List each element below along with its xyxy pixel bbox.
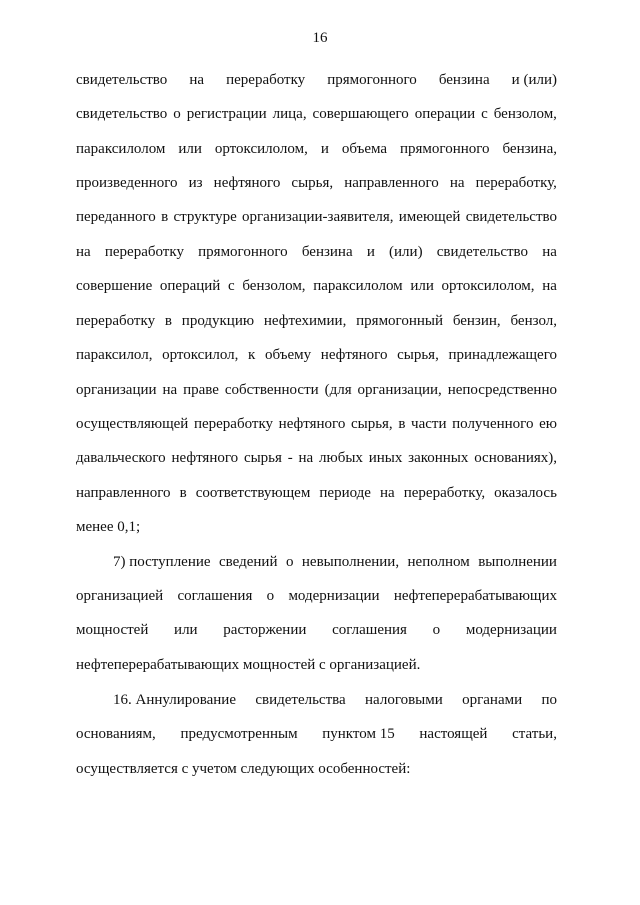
text-word: 16. Аннулирование [113, 692, 236, 708]
text-word: пунктом 15 [322, 726, 395, 742]
text-word: на [189, 72, 205, 88]
text-word: бензина, [502, 141, 557, 157]
text-word: сырья [243, 450, 282, 466]
text-line [113, 552, 557, 572]
text-word: ортоксилол, [162, 347, 239, 363]
text-word: в [179, 485, 187, 501]
text-word: невыполнении, [301, 554, 400, 570]
text-word: произведенного [76, 175, 178, 191]
text-word: бензолом, [242, 278, 306, 294]
text-word: сырья, [291, 175, 334, 191]
text-word: регистрации [186, 106, 267, 122]
text-line [76, 655, 557, 675]
text-word: свидетельство [76, 106, 168, 122]
text-word: переработку [104, 244, 184, 260]
text-word: нефтяного [213, 175, 281, 191]
text-line [76, 448, 557, 468]
text-line [76, 483, 557, 503]
text-word: в [164, 313, 172, 329]
text-word: соответствующем [195, 485, 311, 501]
text-word: и [320, 141, 329, 157]
text-word: оказалось [494, 485, 557, 501]
text-line [76, 173, 557, 193]
text-word: параксилолом [76, 141, 166, 157]
text-word: соглашения [177, 588, 253, 604]
page-number: 16 [312, 30, 328, 46]
text-word: имеющей [398, 209, 461, 225]
text-word: прямогонного [400, 141, 490, 157]
text-line [76, 104, 557, 124]
text-word: бензолом, [493, 106, 557, 122]
text-word: соглашения [332, 622, 407, 638]
text-word: бензин, [452, 313, 501, 329]
text-word: с [481, 106, 488, 122]
text-word: ортоксилолом, [214, 141, 308, 157]
text-word: осуществляется с учетом следующих особенностей: [76, 761, 411, 777]
text-word: операций [159, 278, 221, 294]
text-word: свидетельство [76, 72, 168, 88]
text-line [76, 517, 557, 537]
text-word: о [285, 554, 294, 570]
text-word: бензол, [510, 313, 557, 329]
text-word: по [541, 692, 557, 708]
text-word: свидетельство [465, 209, 557, 225]
text-word: налоговыми [365, 692, 443, 708]
text-word: и (или) [511, 72, 557, 88]
text-word: или [174, 622, 198, 638]
text-word: на [298, 450, 314, 466]
text-word: выполнении [478, 554, 557, 570]
text-word: на [162, 382, 178, 398]
text-line [76, 759, 557, 779]
text-line [76, 620, 557, 640]
text-word: нефтеперерабатывающих мощностей с организацией. [76, 657, 421, 673]
text-word: на [542, 244, 557, 260]
text-word: с [228, 278, 235, 294]
text-word: периоде [319, 485, 371, 501]
text-word: направленного [76, 485, 171, 501]
text-word: о [266, 588, 275, 604]
text-word: нефтяного [171, 450, 239, 466]
text-word: в [398, 416, 406, 432]
text-word: собственности [224, 382, 319, 398]
text-word: параксилолом [313, 278, 403, 294]
text-line [76, 345, 557, 365]
text-line [113, 690, 557, 710]
text-word: менее 0,1; [76, 519, 141, 535]
text-word: организации, [357, 382, 442, 398]
text-word: направленного [344, 175, 439, 191]
text-word: переработку, [475, 175, 557, 191]
text-word: неполном [407, 554, 470, 570]
text-word: на [76, 244, 91, 260]
text-word: операции [414, 106, 476, 122]
text-word: расторжении [223, 622, 307, 638]
text-word: объему [264, 347, 312, 363]
text-word: настоящей [419, 726, 488, 742]
text-word: совершающего [312, 106, 409, 122]
text-word: на [449, 175, 465, 191]
text-word: иных [368, 450, 403, 466]
text-line [76, 207, 557, 227]
text-word: ею [539, 416, 557, 432]
text-word: свидетельство [436, 244, 529, 260]
text-line [76, 242, 557, 262]
text-word: (для [324, 382, 352, 398]
text-word: переработку, [403, 485, 486, 501]
text-word: ортоксилолом, [441, 278, 535, 294]
text-word: принадлежащего [448, 347, 557, 363]
text-word: праве [183, 382, 219, 398]
text-word: бензина [301, 244, 353, 260]
text-word: организации-заявителя, [242, 209, 394, 225]
text-word: или [410, 278, 434, 294]
text-word: или [178, 141, 202, 157]
text-word: объема [341, 141, 388, 157]
text-word: сырья, [397, 347, 439, 363]
text-word: непосредственно [447, 382, 557, 398]
text-word: в [161, 209, 169, 225]
text-line [76, 139, 557, 159]
text-word: основаниям, [76, 726, 156, 742]
text-word: статьи, [512, 726, 557, 742]
text-line [76, 414, 557, 434]
text-word: на [380, 485, 395, 501]
text-word: - [287, 450, 293, 466]
text-line [76, 724, 557, 744]
text-word: бензина [438, 72, 490, 88]
text-word: переработку [226, 72, 306, 88]
text-word: переданного [76, 209, 156, 225]
text-word: мощностей [76, 622, 149, 638]
text-word: модернизации [288, 588, 380, 604]
text-word: лица, [272, 106, 307, 122]
text-word: о [173, 106, 181, 122]
text-word: о [432, 622, 441, 638]
text-word: нефтяного [320, 347, 388, 363]
text-word: прямогонного [327, 72, 417, 88]
text-word: 7) поступление [113, 554, 211, 570]
text-word: любых [319, 450, 363, 466]
text-line [76, 311, 557, 331]
text-word: основаниях), [474, 450, 557, 466]
text-word: к [248, 347, 256, 363]
text-word: полученного [452, 416, 534, 432]
text-word: предусмотренным [180, 726, 298, 742]
text-word: свидетельства [255, 692, 346, 708]
text-word: осуществляющей [76, 416, 189, 432]
text-word: переработку [76, 313, 156, 329]
text-word: части [411, 416, 447, 432]
text-word: органами [462, 692, 523, 708]
text-word: нефтяного [278, 416, 346, 432]
text-word: прямогонный [356, 313, 443, 329]
text-word: организации [76, 382, 157, 398]
text-word: организацией [76, 588, 164, 604]
text-word: переработку [193, 416, 274, 432]
text-line [76, 70, 557, 90]
text-word: (или) [389, 244, 423, 260]
text-line [76, 380, 557, 400]
text-word: совершение [76, 278, 153, 294]
text-word: и [366, 244, 375, 260]
text-word: структуре [173, 209, 237, 225]
text-word: продукцию [181, 313, 255, 329]
text-line [76, 276, 557, 296]
text-word: модернизации [465, 622, 557, 638]
text-word: сведений [219, 554, 278, 570]
text-word: законных [408, 450, 469, 466]
text-word: давальческого [76, 450, 166, 466]
text-word: прямогонного [198, 244, 288, 260]
text-word: нефтеперерабатывающих [393, 588, 557, 604]
text-line [76, 586, 557, 606]
text-word: нефтехимии, [263, 313, 347, 329]
text-word: сырья, [350, 416, 393, 432]
text-word: параксилол, [76, 347, 153, 363]
text-word: из [188, 175, 203, 191]
text-word: на [542, 278, 557, 294]
